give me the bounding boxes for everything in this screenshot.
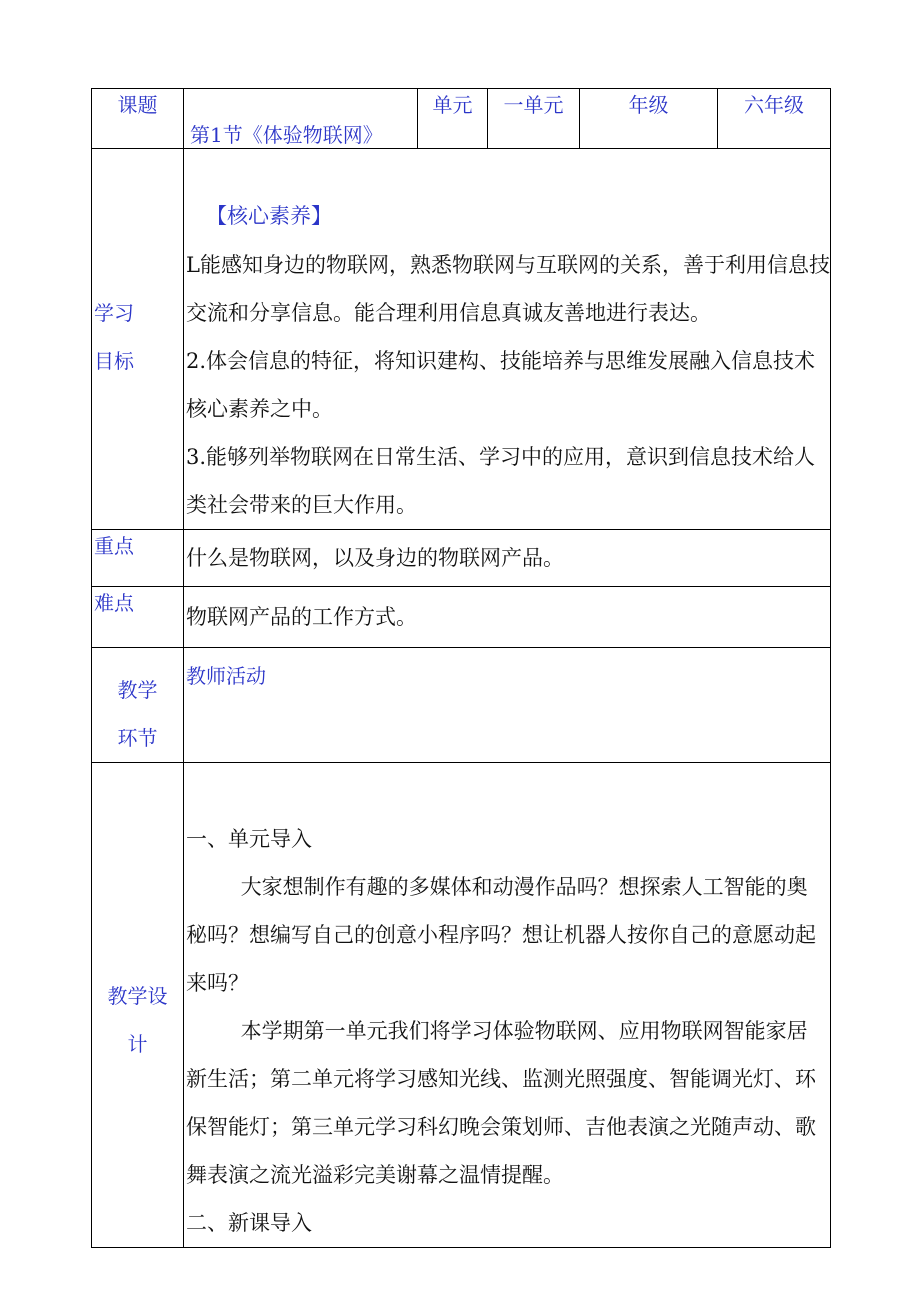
design-paragraph-2: 本学期第一单元我们将学习体验物联网、应用物联网智能家居新生活；第二单元将学习感知光线、监测光照强度、智能调光灯、环保智能灯；第三单元学习科幻晚会策划师、吉他表演之光随声动、歌舞表演之流光溢彩完美谢幕之温情提醒。	[186, 1019, 816, 1187]
grade-value: 六年级	[744, 93, 804, 117]
difficulty-row	[92, 587, 831, 648]
grade-label-cell	[580, 89, 718, 149]
difficulty-label-cell	[92, 587, 184, 648]
teaching-section-label	[92, 648, 183, 762]
teaching-section-label-line2: 环节	[117, 726, 158, 750]
lesson-plan-table	[91, 88, 831, 1248]
objective-item-2: 2.体会信息的特征，将知识建构、技能培养与思维发展融入信息技术核心素养之中。	[186, 349, 816, 421]
objectives-content-cell	[184, 149, 831, 530]
difficulty-text: 物联网产品的工作方式。	[186, 605, 417, 629]
teaching-activity: 教师活动	[186, 664, 266, 688]
objectives-label-cell	[92, 149, 184, 530]
section2-title: 二、新课导入	[186, 1211, 312, 1235]
unit-label: 单元	[432, 93, 473, 117]
unit-label-cell	[418, 89, 488, 149]
teaching-section-label-line1: 教学	[117, 678, 158, 702]
objectives-row	[92, 149, 831, 530]
key-point-row	[92, 530, 831, 587]
key-point-content-cell	[184, 530, 831, 587]
design-content	[184, 763, 830, 1247]
objectives-content	[184, 149, 830, 529]
header-row	[92, 89, 831, 149]
objectives-label-line1: 学习	[94, 301, 134, 325]
difficulty-content-cell	[184, 587, 831, 648]
key-point-label-cell	[92, 530, 184, 587]
teaching-section-label-cell	[92, 648, 184, 763]
key-point-text: 什么是物联网，以及身边的物联网产品。	[186, 546, 564, 570]
design-content-cell	[184, 763, 831, 1248]
unit-value: 一单元	[503, 93, 564, 117]
design-row	[92, 763, 831, 1248]
objectives-heading: 【核心素养】	[206, 204, 332, 228]
topic-label: 课题	[117, 93, 158, 117]
unit-value-cell	[488, 89, 580, 149]
objective-item-1: L能感知身边的物联网，熟悉物联网与互联网的关系，善于利用信息技交流和分享信息。能合理利用信息真诚友善地进行表达。	[186, 253, 830, 325]
section1-title: 一、单元导入	[186, 827, 312, 851]
design-label	[92, 942, 183, 1068]
objectives-label-line2: 目标	[94, 349, 134, 373]
topic-label-cell	[92, 89, 184, 149]
design-label-line1: 教学设	[107, 984, 168, 1008]
difficulty-label: 难点	[94, 591, 134, 615]
topic-value: 第1节《体验物联网》	[190, 123, 383, 147]
grade-value-cell	[718, 89, 831, 149]
design-label-cell	[92, 763, 184, 1248]
design-label-line2: 计	[127, 1032, 148, 1056]
topic-value-cell	[184, 89, 418, 149]
objectives-label	[92, 149, 183, 385]
design-paragraph-1: 大家想制作有趣的多媒体和动漫作品吗？想探索人工智能的奥秘吗？想编写自己的创意小程序吗？想让机器人按你自己的意愿动起来吗？	[186, 875, 816, 995]
teaching-activity-cell	[184, 648, 831, 763]
teaching-section-row	[92, 648, 831, 763]
grade-label: 年级	[628, 93, 669, 117]
objective-item-3: 3.能够列举物联网在日常生活、学习中的应用，意识到信息技术给人类社会带来的巨大作用。	[186, 445, 816, 517]
key-point-label: 重点	[94, 534, 134, 558]
